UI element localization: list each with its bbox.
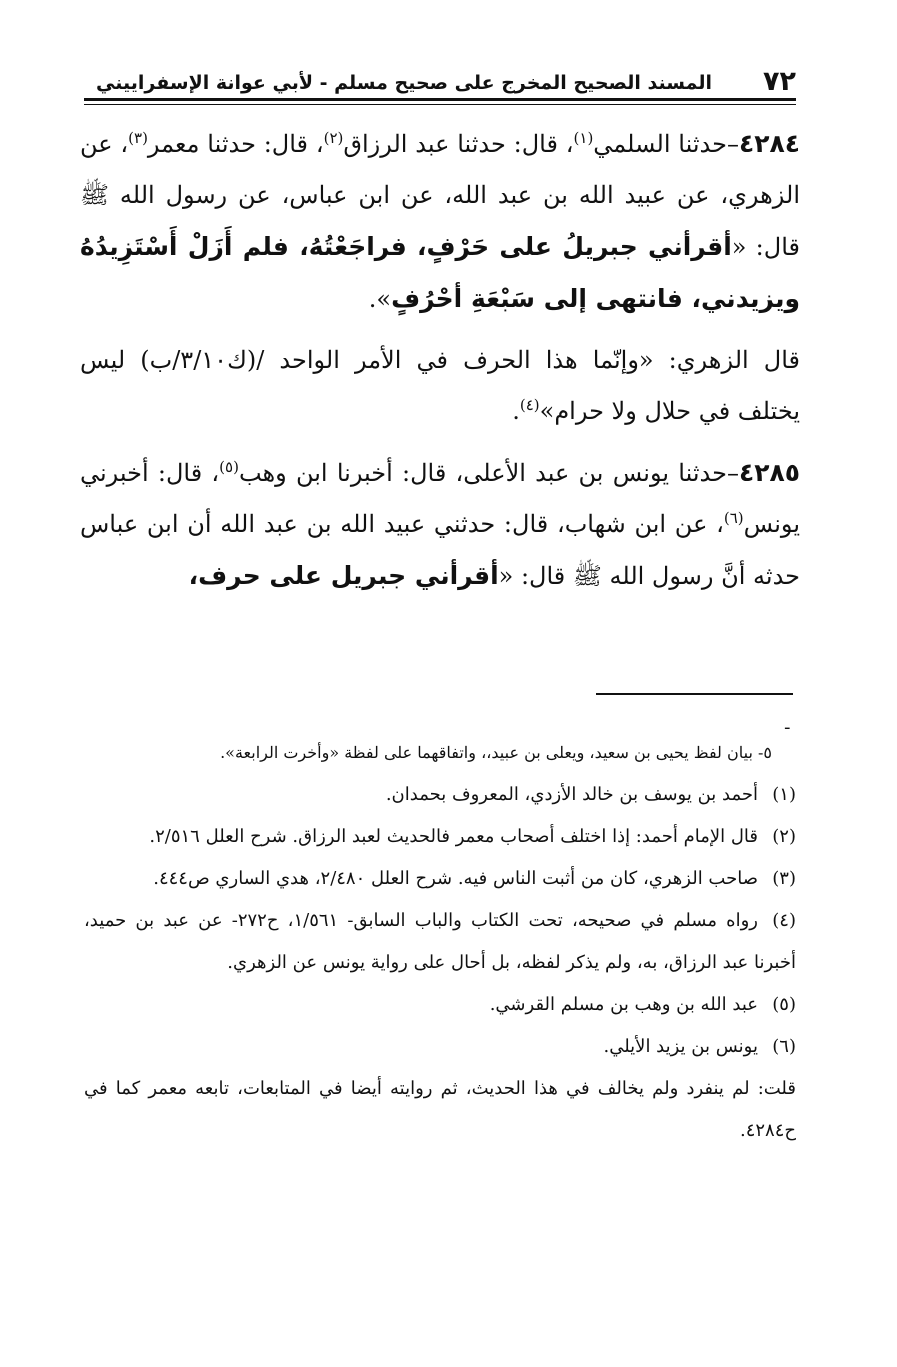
- footnote-item: [84, 774, 796, 816]
- comment-end: .: [512, 397, 520, 425]
- continuation-dash: -: [784, 717, 791, 738]
- hadith-4285: [80, 447, 800, 602]
- footnote-ref: (١): [573, 129, 594, 147]
- header-rule: [84, 98, 796, 101]
- main-text: [80, 118, 800, 602]
- footnote-ref: (٦): [723, 509, 744, 527]
- footnote-text: يونس بن يزيد الأيلي.: [603, 1036, 758, 1057]
- footnote-continuation: ٥- بيان لفظ يحيى بن سعيد، ويعلى بن عبيد،، واتفاقهما على لفظة «وأخرت الرابعة».: [220, 743, 772, 762]
- footnote-text: رواه مسلم في صحيحه، تحت الكتاب والباب السابق- ١/٥٦١، ح٢٧٢- عن عبد بن حميد، أخبرنا عبد الرزاق، به، ولم يذكر لفظه، بل أحال على رواية يونس عن الزهري.: [84, 910, 796, 973]
- comment-text: قال الزهري: «وإنّما هذا الحرف في الأمر الواحد /(ك٣/١٠/ب) ليس يختلف في حلال ولا حرام»: [80, 346, 800, 425]
- footnote-text: عبد الله بن وهب بن مسلم القرشي.: [489, 994, 758, 1015]
- footnote-item: [84, 816, 796, 858]
- footnote-separator: [596, 693, 793, 695]
- footnote-marker: (٦): [772, 1036, 796, 1057]
- footnote-text: أحمد بن يوسف بن خالد الأزدي، المعروف بحمدان.: [385, 784, 758, 805]
- footnote-item: [84, 858, 796, 900]
- isnad-text: –حدثنا السلمي: [593, 130, 739, 158]
- isnad-text: ، عن الزهري، عن عبيد الله بن عبد الله، عن ابن عباس، عن رسول الله ﷺ قال: «: [80, 130, 800, 261]
- footnote-ref: (٥): [219, 458, 239, 476]
- isnad-text: ، قال: حدثنا عبد الرزاق: [343, 130, 574, 158]
- footnote-marker: (٢): [772, 826, 796, 847]
- footnote-ref: (٤): [519, 396, 540, 414]
- hadith-matn: أقرأني جبريل على حرف،: [188, 561, 499, 590]
- footnote-item: [84, 1026, 796, 1068]
- footnote-text: صاحب الزهري، كان من أثبت الناس فيه. شرح العلل ٢/٤٨٠، هدي الساري ص٤٤٤.: [153, 868, 758, 889]
- quote-close: ».: [368, 285, 392, 313]
- footnote-item: [84, 984, 796, 1026]
- footnote-item: [84, 900, 796, 984]
- footnote-marker: (٥): [772, 994, 796, 1015]
- isnad-text: ، قال: حدثنا معمر: [147, 130, 324, 158]
- zuhri-comment: [80, 335, 800, 437]
- isnad-text: –حدثنا يونس بن عبد الأعلى، قال: أخبرنا ابن وهب: [238, 459, 739, 487]
- page-header: [84, 66, 796, 100]
- footnotes: [84, 732, 796, 1152]
- footnote-marker: (١): [772, 784, 796, 805]
- footnote-text: قال الإمام أحمد: إذا اختلف أصحاب معمر فالحديث لعبد الرزاق. شرح العلل ٢/٥١٦.: [149, 826, 758, 847]
- hadith-number: ٤٢٨٤: [738, 129, 801, 158]
- isnad-text: ، عن ابن شهاب، قال: حدثني عبيد الله بن عبد الله أن ابن عباس حدثه أنَّ رسول الله ﷺ قال: «: [80, 510, 800, 590]
- footnote-ref: (٢): [323, 129, 344, 147]
- hadith-number: ٤٢٨٥: [738, 458, 800, 487]
- header-rule-thin: [84, 104, 796, 105]
- footnote-ref: (٣): [128, 129, 148, 147]
- page-number: ٧٢: [763, 66, 796, 97]
- footnote-note: قلت: لم ينفرد ولم يخالف في هذا الحديث، ثم روايته أيضا في المتابعات، تابعه معمر كما في ح٤٢٨٤.: [84, 1078, 796, 1141]
- running-title: المسند الصحيح المخرج على صحيح مسلم - لأبي عوانة الإسفراييني: [96, 72, 712, 94]
- footnote-marker: (٣): [772, 868, 796, 889]
- footnote-marker: (٤): [772, 910, 796, 931]
- hadith-4284: [80, 118, 800, 325]
- hadith-matn: أقرأني جبريلُ على حَرْفٍ، فراجَعْتُهُ، فلم أَزَلْ أَسْتَزِيدُهُ ويزيدني، فانتهى إلى سَبْعَةِ أحْرُفٍ: [80, 232, 800, 313]
- isnad-text: ، قال: أخبرني يونس: [80, 459, 800, 538]
